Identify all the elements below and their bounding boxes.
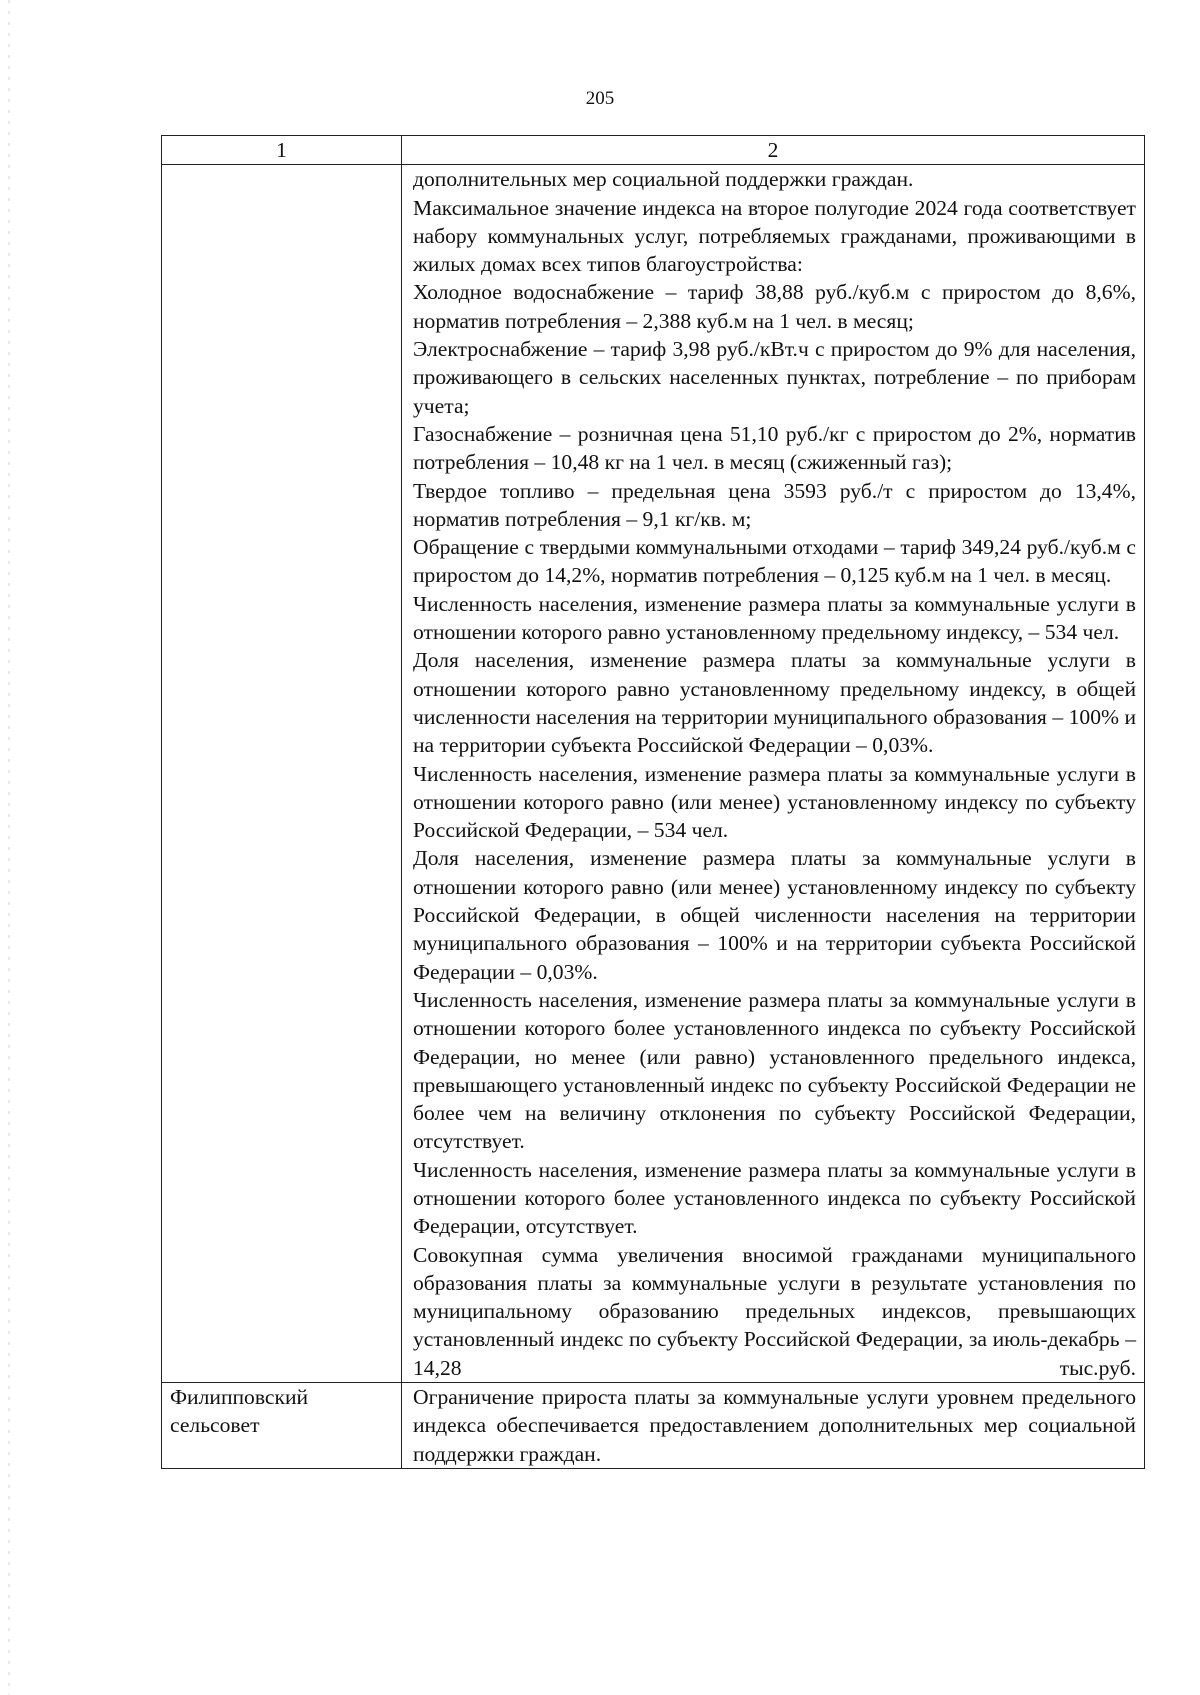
paragraph: Численность населения, изменение размера платы за коммунальные услуги в отношении которого более установленного индекса по субъекту Российской Федерации, отсутствует.: [413, 1157, 1136, 1239]
paragraph: Электроснабжение – тариф 3,98 руб./кВт.ч с приростом до 9% для населения, проживающего в сельских населенных пунктах, потребление – по приборам учета;: [413, 337, 1136, 418]
table-row: [162, 1383, 1145, 1469]
paragraph: Обращение с твердыми коммунальными отходами – тариф 349,24 руб./куб.м с приростом до 14,2%, норматив потребления – 0,125 куб.м на 1 чел. в месяц.: [413, 535, 1136, 588]
paragraph: Доля населения, изменение размера платы за коммунальные услуги в отношении которого равно (или менее) установленному индексу по субъекту Российской Федерации, в общей численности населения на территории муниципального образования – 100% и на территории субъекта Российской Федерации – 0,03%.: [413, 846, 1136, 984]
row2-municipality-cell: Филипповский сельсовет: [162, 1383, 402, 1469]
paragraph: Холодное водоснабжение – тариф 38,88 руб./куб.м с приростом до 8,6%, норматив потребления – 2,388 куб.м на 1 чел. в месяц;: [413, 280, 1136, 333]
paragraph: Совокупная сумма увеличения вносимой гражданами муниципального образования платы за коммунальные услуги в результате установления по муниципальному образованию предельных индексов, превышающих установленный индекс по субъекту Российской Федерации, за июль-декабрь – 14,28 тыс.руб.: [413, 1242, 1136, 1380]
paragraph: Численность населения, изменение размера платы за коммунальные услуги в отношении которого равно установленному предельному индексу, – 534 чел.: [413, 591, 1136, 645]
paragraph: Газоснабжение – розничная цена 51,10 руб./кг с приростом до 2%, норматив потребления – 10,48 кг на 1 чел. в месяц (сжиженный газ);: [413, 421, 1136, 475]
page-number: 205: [585, 88, 615, 109]
row1-description-cell: [402, 165, 1145, 1383]
scan-edge-marks: [8, 0, 10, 1695]
paragraph: Ограничение прироста платы за коммунальные услуги уровнем предельного индекса обеспечивается предоставлением дополнительных мер социальной поддержки граждан.: [413, 1385, 1136, 1466]
paragraph: Доля населения, изменение размера платы за коммунальные услуги в отношении которого равно установленному предельному индексу, в общей численности населения на территории муниципального образования – 100% и на территории субъекта Российской Федерации – 0,03%.: [413, 648, 1136, 758]
column-header-1: 1: [162, 136, 402, 165]
paragraph: Твердое топливо – предельная цена 3593 руб./т с приростом до 13,4%, норматив потребления – 9,1 кг/кв. м;: [413, 478, 1136, 531]
table-header-row: [162, 136, 1145, 165]
paragraph: Максимальное значение индекса на второе полугодие 2024 года соответствует набору коммунальных услуг, потребляемых гражданами, проживающими в жилых домах всех типов благоустройства:: [413, 195, 1136, 277]
row1-municipality-cell: [162, 165, 402, 1383]
paragraph: дополнительных мер социальной поддержки граждан.: [413, 167, 914, 192]
document-table: [161, 135, 1145, 1469]
table-row: [162, 165, 1145, 1383]
paragraph: Численность населения, изменение размера платы за коммунальные услуги в отношении которого равно (или менее) установленному индексу по субъекту Российской Федерации, – 534 чел.: [413, 761, 1136, 843]
paragraph: Численность населения, изменение размера платы за коммунальные услуги в отношении которого более установленного индекса по субъекту Российской Федерации, но менее (или равно) установленного предельного индекса, превышающего установленный индекс по субъекту Российской Федерации не более чем на величину отклонения по субъекту Российской Федерации, отсутствует.: [413, 987, 1136, 1154]
column-header-2: 2: [402, 136, 1145, 165]
row2-description-cell: [402, 1383, 1145, 1469]
